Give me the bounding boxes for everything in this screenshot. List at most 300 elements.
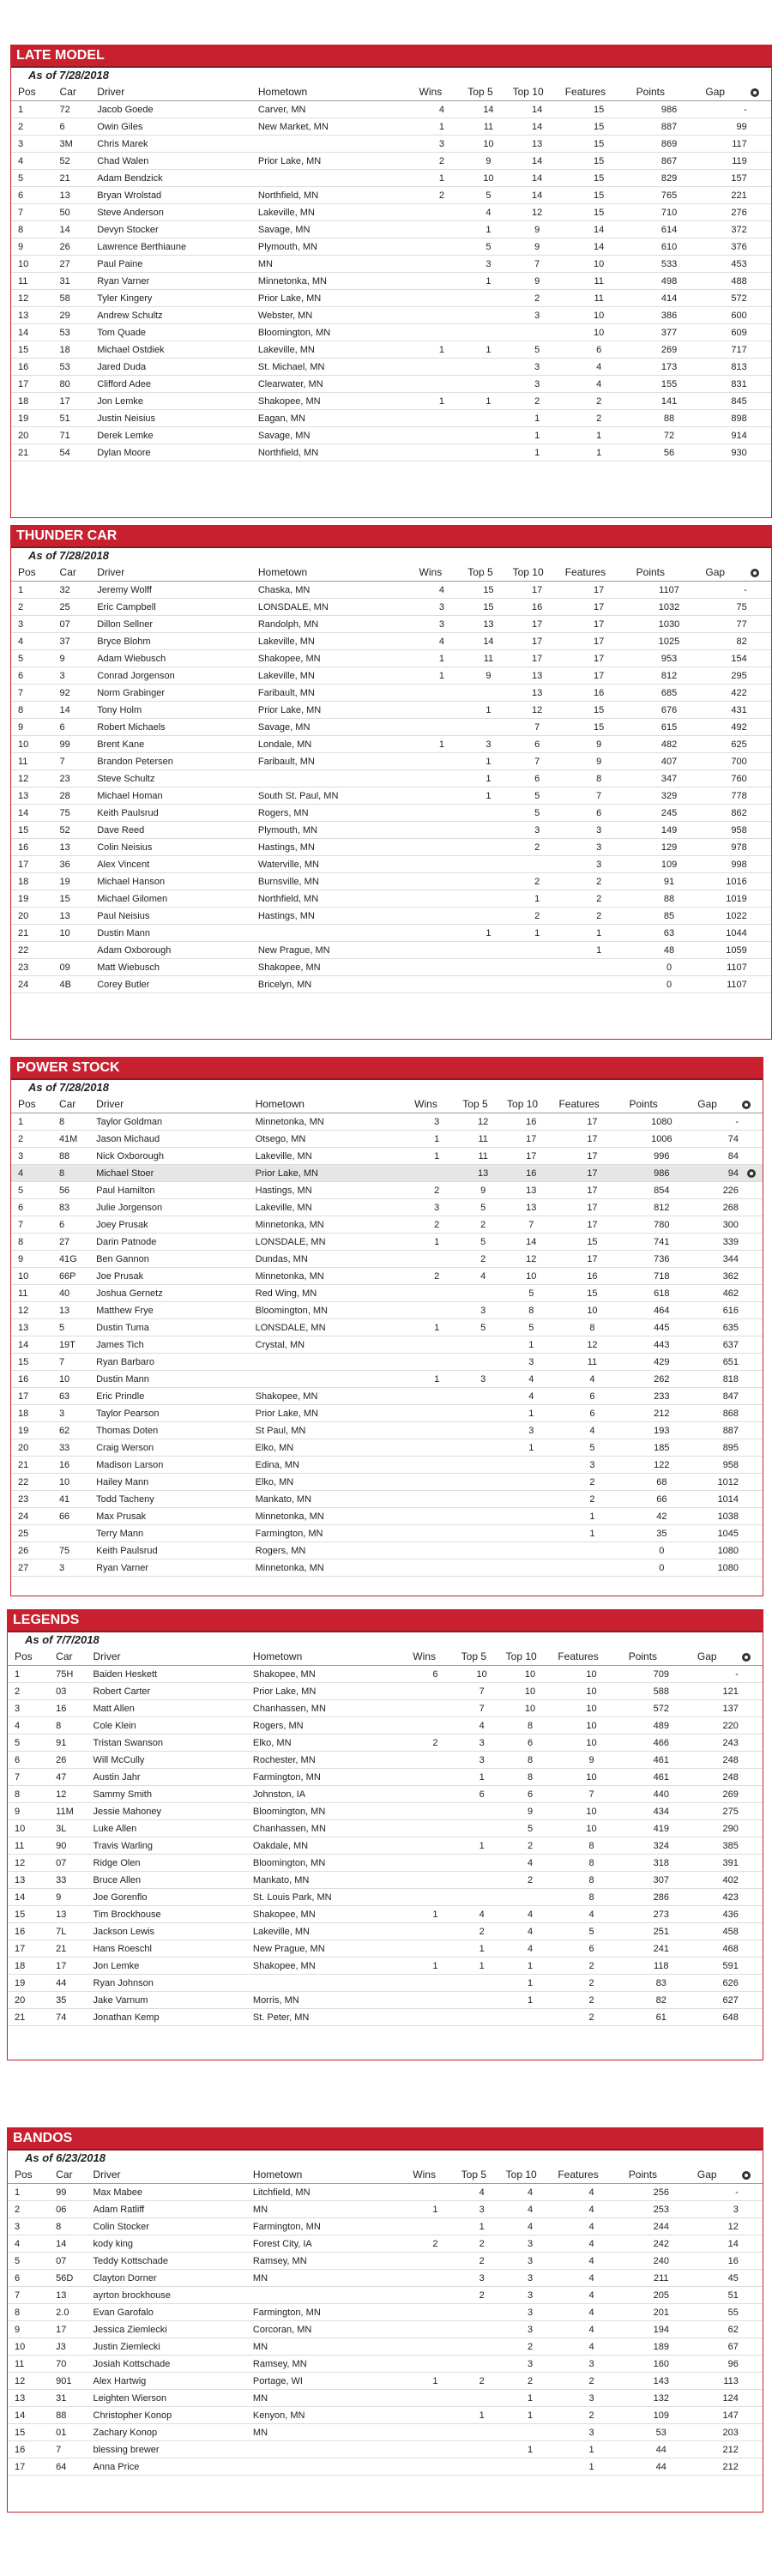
cell-points: 443 bbox=[627, 1336, 696, 1354]
cell-top10: 3 bbox=[504, 2287, 557, 2304]
cell-top5: 1 bbox=[466, 770, 510, 787]
column-header-top10[interactable]: Top 10 bbox=[504, 2166, 557, 2184]
table-row bbox=[11, 290, 771, 307]
cell-hometown: Plymouth, MN bbox=[256, 238, 418, 256]
cell-pos: 7 bbox=[8, 2287, 54, 2304]
column-header-driver[interactable]: Driver bbox=[92, 1648, 251, 1666]
cell-hometown: Hastings, MN bbox=[256, 908, 418, 925]
cell-top5 bbox=[461, 1354, 505, 1371]
cell-features: 10 bbox=[556, 1769, 626, 1786]
cell-features: 10 bbox=[557, 1302, 627, 1319]
cell-top5 bbox=[466, 324, 510, 341]
cell-top10: 1 bbox=[511, 890, 564, 908]
cell-gap: 1045 bbox=[696, 1525, 740, 1542]
cell-gap: 45 bbox=[696, 2270, 740, 2287]
cell-wins bbox=[418, 376, 467, 393]
table-row bbox=[11, 273, 771, 290]
cell-driver: Lawrence Berthiaune bbox=[95, 238, 256, 256]
table-row bbox=[11, 873, 771, 890]
cell-top10: 5 bbox=[511, 805, 564, 822]
cell-driver: Baiden Heskett bbox=[92, 1666, 251, 1683]
cell-gap: 778 bbox=[703, 787, 748, 805]
cell-driver: Josiah Kottschade bbox=[92, 2356, 251, 2373]
table-header-row bbox=[11, 83, 771, 101]
section-title: POWER STOCK bbox=[11, 1058, 763, 1080]
table-row bbox=[8, 1717, 763, 1734]
cell-hometown: Rochester, MN bbox=[251, 1752, 411, 1769]
cell-icon bbox=[749, 633, 771, 650]
table-header-row bbox=[11, 1095, 763, 1113]
cell-features: 10 bbox=[556, 1734, 626, 1752]
table-row bbox=[11, 1216, 763, 1234]
cell-driver: Alex Hartwig bbox=[92, 2373, 251, 2390]
cell-features: 4 bbox=[556, 1906, 626, 1923]
cell-car: 21 bbox=[54, 1940, 91, 1958]
table-row bbox=[8, 2338, 763, 2356]
cell-wins: 1 bbox=[413, 1371, 461, 1388]
cell-car: J3 bbox=[54, 2338, 91, 2356]
cell-features bbox=[557, 1542, 627, 1559]
cell-hometown: Northfield, MN bbox=[256, 444, 418, 462]
cell-points: 68 bbox=[627, 1474, 696, 1491]
column-header-pos[interactable]: Pos bbox=[11, 564, 58, 582]
cell-top10: 4 bbox=[504, 1855, 557, 1872]
cell-driver: Eric Prindle bbox=[94, 1388, 254, 1405]
table-row bbox=[11, 702, 771, 719]
cell-driver: Steve Schultz bbox=[95, 770, 256, 787]
table-row bbox=[8, 1958, 763, 1975]
cell-top5: 1 bbox=[466, 273, 510, 290]
cell-features: 5 bbox=[557, 1439, 627, 1457]
cell-top10 bbox=[505, 1474, 557, 1491]
cell-car: 03 bbox=[54, 1683, 91, 1700]
cell-pos: 12 bbox=[11, 290, 58, 307]
cell-top5 bbox=[466, 444, 510, 462]
cell-driver: Christopher Konop bbox=[92, 2407, 251, 2424]
cell-icon bbox=[740, 1422, 763, 1439]
column-header-gap[interactable]: Gap bbox=[696, 2166, 740, 2184]
cell-features: 15 bbox=[564, 719, 635, 736]
sort-globe-icon[interactable] bbox=[742, 1101, 751, 1109]
cell-wins bbox=[418, 976, 467, 993]
cell-wins bbox=[411, 1872, 459, 1889]
column-header-pos[interactable]: Pos bbox=[8, 1648, 54, 1666]
cell-pos: 11 bbox=[11, 753, 58, 770]
cell-car: 37 bbox=[58, 633, 96, 650]
cell-points: 53 bbox=[627, 2424, 696, 2441]
cell-wins bbox=[418, 256, 467, 273]
cell-gap: 998 bbox=[703, 856, 748, 873]
table-row bbox=[11, 1113, 763, 1131]
standings-table bbox=[8, 1648, 763, 2026]
cell-top5: 7 bbox=[460, 1683, 504, 1700]
cell-car: 99 bbox=[58, 736, 96, 753]
cell-points: 132 bbox=[627, 2390, 696, 2407]
cell-pos: 15 bbox=[8, 2424, 54, 2441]
cell-pos: 20 bbox=[11, 908, 58, 925]
column-header-points[interactable]: Points bbox=[635, 564, 704, 582]
cell-features: 17 bbox=[557, 1131, 627, 1148]
cell-hometown: Minnetonka, MN bbox=[254, 1216, 413, 1234]
cell-icon bbox=[749, 976, 771, 993]
cell-wins bbox=[418, 890, 467, 908]
cell-driver: Alex Vincent bbox=[95, 856, 256, 873]
cell-points: 464 bbox=[627, 1302, 696, 1319]
cell-car: 10 bbox=[57, 1474, 94, 1491]
cell-icon bbox=[740, 1457, 763, 1474]
cell-gap: 295 bbox=[703, 667, 748, 685]
cell-driver: Paul Neisius bbox=[95, 908, 256, 925]
cell-car: 13 bbox=[54, 1906, 91, 1923]
cell-gap: 362 bbox=[696, 1268, 740, 1285]
table-row bbox=[11, 1234, 763, 1251]
column-header-driver[interactable]: Driver bbox=[92, 2166, 251, 2184]
row-globe-icon[interactable] bbox=[747, 1169, 756, 1178]
column-header-features[interactable]: Features bbox=[564, 564, 635, 582]
cell-points: 189 bbox=[627, 2338, 696, 2356]
column-header-points[interactable]: Points bbox=[627, 2166, 696, 2184]
cell-top5: 3 bbox=[466, 256, 510, 273]
cell-top10: 6 bbox=[511, 736, 564, 753]
cell-gap: 124 bbox=[696, 2390, 740, 2407]
cell-points: 614 bbox=[635, 221, 704, 238]
column-header-gap[interactable]: Gap bbox=[703, 83, 748, 101]
cell-car: 26 bbox=[54, 1752, 91, 1769]
column-header-pos[interactable]: Pos bbox=[11, 83, 58, 101]
cell-car: 17 bbox=[58, 393, 96, 410]
cell-top5: 5 bbox=[461, 1199, 505, 1216]
cell-hometown: St. Louis Park, MN bbox=[251, 1889, 411, 1906]
cell-gap: 626 bbox=[696, 1975, 740, 1992]
cell-pos: 21 bbox=[11, 1457, 57, 1474]
cell-features: 8 bbox=[564, 770, 635, 787]
column-header-top5[interactable]: Top 5 bbox=[461, 1095, 505, 1113]
cell-features: 17 bbox=[564, 633, 635, 650]
cell-top5 bbox=[466, 719, 510, 736]
cell-points: 63 bbox=[635, 925, 704, 942]
cell-icon bbox=[740, 1717, 763, 1734]
cell-pos: 11 bbox=[8, 1837, 54, 1855]
column-header-hometown[interactable]: Hometown bbox=[256, 83, 418, 101]
cell-wins bbox=[413, 1285, 461, 1302]
column-header-icon[interactable] bbox=[740, 1648, 763, 1666]
cell-gap: 62 bbox=[696, 2321, 740, 2338]
column-header-top10[interactable]: Top 10 bbox=[511, 564, 564, 582]
cell-top5: 3 bbox=[460, 1734, 504, 1752]
cell-points: 996 bbox=[627, 1148, 696, 1165]
cell-points: 253 bbox=[627, 2201, 696, 2218]
cell-top5: 1 bbox=[466, 787, 510, 805]
cell-top10: 3 bbox=[504, 2356, 557, 2373]
cell-points: 718 bbox=[627, 1268, 696, 1285]
cell-top5: 6 bbox=[460, 1786, 504, 1803]
cell-gap: 137 bbox=[696, 1700, 740, 1717]
cell-icon bbox=[740, 1113, 763, 1131]
table-row bbox=[11, 599, 771, 616]
column-header-features[interactable]: Features bbox=[557, 1095, 627, 1113]
cell-top5 bbox=[461, 1525, 505, 1542]
column-header-hometown[interactable]: Hometown bbox=[254, 1095, 413, 1113]
column-header-top5[interactable]: Top 5 bbox=[460, 1648, 504, 1666]
column-header-car[interactable]: Car bbox=[54, 1648, 91, 1666]
column-header-gap[interactable]: Gap bbox=[696, 1095, 740, 1113]
cell-driver: Jacob Goede bbox=[95, 101, 256, 118]
cell-hometown: Minnetonka, MN bbox=[254, 1268, 413, 1285]
cell-gap: 862 bbox=[703, 805, 748, 822]
cell-driver: Justin Neisius bbox=[95, 410, 256, 427]
cell-features: 15 bbox=[564, 702, 635, 719]
cell-gap: 1080 bbox=[696, 1559, 740, 1577]
column-header-wins[interactable]: Wins bbox=[418, 83, 467, 101]
cell-features: 15 bbox=[564, 136, 635, 153]
cell-features: 4 bbox=[556, 2235, 626, 2253]
table-row bbox=[8, 2373, 763, 2390]
column-header-wins[interactable]: Wins bbox=[411, 2166, 459, 2184]
cell-driver: Michael Stoer bbox=[94, 1165, 254, 1182]
cell-top5: 1 bbox=[466, 221, 510, 238]
cell-icon bbox=[749, 427, 771, 444]
cell-car: 07 bbox=[58, 616, 96, 633]
cell-gap: 1022 bbox=[703, 908, 748, 925]
column-header-top10[interactable]: Top 10 bbox=[511, 83, 564, 101]
column-header-top10[interactable]: Top 10 bbox=[505, 1095, 557, 1113]
table-row bbox=[11, 393, 771, 410]
cell-top10: 12 bbox=[511, 702, 564, 719]
column-header-features[interactable]: Features bbox=[564, 83, 635, 101]
cell-pos: 13 bbox=[11, 1319, 57, 1336]
cell-points: 109 bbox=[627, 2407, 696, 2424]
cell-icon bbox=[749, 256, 771, 273]
cell-pos: 13 bbox=[11, 787, 58, 805]
cell-icon bbox=[740, 2373, 763, 2390]
cell-car: 35 bbox=[54, 1992, 91, 2009]
table-row bbox=[11, 787, 771, 805]
cell-features: 12 bbox=[557, 1336, 627, 1354]
column-header-car[interactable]: Car bbox=[54, 2166, 91, 2184]
cell-points: 618 bbox=[627, 1285, 696, 1302]
column-header-top5[interactable]: Top 5 bbox=[460, 2166, 504, 2184]
column-header-driver[interactable]: Driver bbox=[94, 1095, 254, 1113]
standings-table bbox=[8, 2166, 763, 2476]
cell-top10 bbox=[505, 1491, 557, 1508]
cell-top10: 5 bbox=[504, 1820, 557, 1837]
cell-car: 14 bbox=[58, 221, 96, 238]
cell-car: 53 bbox=[58, 324, 96, 341]
column-header-pos[interactable]: Pos bbox=[8, 2166, 54, 2184]
cell-wins: 1 bbox=[411, 1958, 459, 1975]
cell-points: 812 bbox=[635, 667, 704, 685]
cell-points: 780 bbox=[627, 1216, 696, 1234]
cell-driver: Thomas Doten bbox=[94, 1422, 254, 1439]
column-header-hometown[interactable]: Hometown bbox=[251, 2166, 411, 2184]
cell-top5 bbox=[460, 2424, 504, 2441]
cell-gap: 51 bbox=[696, 2287, 740, 2304]
sort-globe-icon[interactable] bbox=[742, 2171, 751, 2180]
cell-gap: 376 bbox=[703, 238, 748, 256]
cell-wins bbox=[413, 1474, 461, 1491]
cell-car: 21 bbox=[58, 170, 96, 187]
cell-top10: 3 bbox=[511, 376, 564, 393]
cell-icon bbox=[740, 1889, 763, 1906]
cell-car: 3M bbox=[58, 136, 96, 153]
cell-hometown: Prior Lake, MN bbox=[254, 1165, 413, 1182]
column-header-top5[interactable]: Top 5 bbox=[466, 83, 510, 101]
cell-wins: 3 bbox=[418, 136, 467, 153]
cell-icon bbox=[740, 2253, 763, 2270]
cell-gap: 422 bbox=[703, 685, 748, 702]
column-header-hometown[interactable]: Hometown bbox=[251, 1648, 411, 1666]
cell-icon bbox=[740, 1216, 763, 1234]
cell-hometown: Edina, MN bbox=[254, 1457, 413, 1474]
cell-hometown: MN bbox=[251, 2424, 411, 2441]
column-header-icon[interactable] bbox=[749, 564, 771, 582]
cell-points: 286 bbox=[627, 1889, 696, 1906]
cell-hometown bbox=[256, 136, 418, 153]
cell-car bbox=[58, 942, 96, 959]
column-header-points[interactable]: Points bbox=[627, 1648, 696, 1666]
cell-icon bbox=[740, 1769, 763, 1786]
cell-wins: 1 bbox=[411, 2201, 459, 2218]
cell-features: 4 bbox=[556, 2321, 626, 2338]
section-title: LATE MODEL bbox=[11, 45, 771, 68]
cell-wins bbox=[411, 2356, 459, 2373]
cell-top10 bbox=[505, 1457, 557, 1474]
table-row bbox=[8, 1872, 763, 1889]
cell-top10: 4 bbox=[505, 1388, 557, 1405]
column-header-top5[interactable]: Top 5 bbox=[466, 564, 510, 582]
cell-driver: Keith Paulsrud bbox=[94, 1542, 254, 1559]
cell-features: 1 bbox=[564, 925, 635, 942]
table-row bbox=[11, 1508, 763, 1525]
column-header-wins[interactable]: Wins bbox=[418, 564, 467, 582]
cell-gap: 930 bbox=[703, 444, 748, 462]
table-row bbox=[11, 359, 771, 376]
cell-top10: 12 bbox=[505, 1251, 557, 1268]
cell-wins bbox=[411, 2458, 459, 2476]
cell-icon bbox=[740, 1508, 763, 1525]
cell-features: 10 bbox=[556, 1717, 626, 1734]
cell-points: 407 bbox=[635, 753, 704, 770]
cell-hometown bbox=[251, 2287, 411, 2304]
cell-top5 bbox=[461, 1542, 505, 1559]
column-header-icon[interactable] bbox=[740, 2166, 763, 2184]
cell-top5: 3 bbox=[461, 1371, 505, 1388]
column-header-wins[interactable]: Wins bbox=[411, 1648, 459, 1666]
cell-gap: 1059 bbox=[703, 942, 748, 959]
cell-top5 bbox=[460, 2321, 504, 2338]
cell-top5: 5 bbox=[466, 238, 510, 256]
column-header-car[interactable]: Car bbox=[58, 564, 96, 582]
cell-car: 56 bbox=[57, 1182, 94, 1199]
cell-pos: 2 bbox=[8, 2201, 54, 2218]
column-header-gap[interactable]: Gap bbox=[696, 1648, 740, 1666]
cell-wins bbox=[418, 273, 467, 290]
cell-driver: Terry Mann bbox=[94, 1525, 254, 1542]
cell-pos: 15 bbox=[8, 1906, 54, 1923]
cell-gap: 16 bbox=[696, 2253, 740, 2270]
cell-points: 1032 bbox=[635, 599, 704, 616]
cell-top10: 17 bbox=[511, 633, 564, 650]
cell-top5: 9 bbox=[466, 667, 510, 685]
column-header-driver[interactable]: Driver bbox=[95, 564, 256, 582]
cell-hometown: Mankato, MN bbox=[251, 1872, 411, 1889]
cell-pos: 21 bbox=[8, 2009, 54, 2026]
cell-hometown: Shakopee, MN bbox=[251, 1958, 411, 1975]
column-header-car[interactable]: Car bbox=[57, 1095, 94, 1113]
cell-gap: 344 bbox=[696, 1251, 740, 1268]
cell-top5: 10 bbox=[466, 136, 510, 153]
sort-globe-icon[interactable] bbox=[751, 569, 759, 577]
cell-hometown: LONSDALE, MN bbox=[254, 1234, 413, 1251]
column-header-icon[interactable] bbox=[740, 1095, 763, 1113]
cell-top10: 2 bbox=[511, 290, 564, 307]
cell-driver: Michael Gilomen bbox=[95, 890, 256, 908]
cell-pos: 17 bbox=[11, 376, 58, 393]
column-header-top10[interactable]: Top 10 bbox=[504, 1648, 557, 1666]
cell-car: 52 bbox=[58, 153, 96, 170]
cell-car: 29 bbox=[58, 307, 96, 324]
cell-features: 16 bbox=[564, 685, 635, 702]
cell-car: 3 bbox=[57, 1405, 94, 1422]
cell-icon bbox=[749, 736, 771, 753]
cell-points: 160 bbox=[627, 2356, 696, 2373]
column-header-pos[interactable]: Pos bbox=[11, 1095, 57, 1113]
column-header-gap[interactable]: Gap bbox=[703, 564, 748, 582]
cell-car: 10 bbox=[57, 1371, 94, 1388]
cell-gap: 717 bbox=[703, 341, 748, 359]
cell-driver: Evan Garofalo bbox=[92, 2304, 251, 2321]
column-header-points[interactable]: Points bbox=[627, 1095, 696, 1113]
column-header-features[interactable]: Features bbox=[556, 1648, 626, 1666]
cell-top10: 17 bbox=[505, 1148, 557, 1165]
cell-hometown: Minnetonka, MN bbox=[254, 1113, 413, 1131]
cell-driver: Jackson Lewis bbox=[92, 1923, 251, 1940]
cell-top10: 10 bbox=[504, 1700, 557, 1717]
table-row bbox=[8, 1889, 763, 1906]
cell-pos: 3 bbox=[11, 136, 58, 153]
cell-pos: 14 bbox=[8, 2407, 54, 2424]
column-header-wins[interactable]: Wins bbox=[413, 1095, 461, 1113]
cell-gap: 339 bbox=[696, 1234, 740, 1251]
cell-gap: 77 bbox=[703, 616, 748, 633]
sort-globe-icon[interactable] bbox=[742, 1653, 751, 1662]
cell-hometown: Red Wing, MN bbox=[254, 1285, 413, 1302]
cell-hometown: MN bbox=[251, 2390, 411, 2407]
cell-points: 273 bbox=[627, 1906, 696, 1923]
cell-driver: Hans Roeschl bbox=[92, 1940, 251, 1958]
cell-top10: 17 bbox=[511, 650, 564, 667]
cell-pos: 17 bbox=[8, 1940, 54, 1958]
cell-wins bbox=[413, 1405, 461, 1422]
cell-gap: 402 bbox=[696, 1872, 740, 1889]
cell-wins bbox=[413, 1354, 461, 1371]
column-header-car[interactable]: Car bbox=[58, 83, 96, 101]
column-header-hometown[interactable]: Hometown bbox=[256, 564, 418, 582]
cell-top10: 17 bbox=[511, 582, 564, 599]
cell-top5: 1 bbox=[460, 1837, 504, 1855]
cell-top10: 12 bbox=[511, 204, 564, 221]
table-row bbox=[8, 2287, 763, 2304]
column-header-driver[interactable]: Driver bbox=[95, 83, 256, 101]
column-header-features[interactable]: Features bbox=[556, 2166, 626, 2184]
column-header-icon[interactable] bbox=[749, 83, 771, 101]
cell-top10: 3 bbox=[511, 359, 564, 376]
cell-car: 75 bbox=[57, 1542, 94, 1559]
column-header-points[interactable]: Points bbox=[635, 83, 704, 101]
sort-globe-icon[interactable] bbox=[751, 88, 759, 97]
table-row bbox=[11, 1388, 763, 1405]
cell-top5 bbox=[466, 805, 510, 822]
